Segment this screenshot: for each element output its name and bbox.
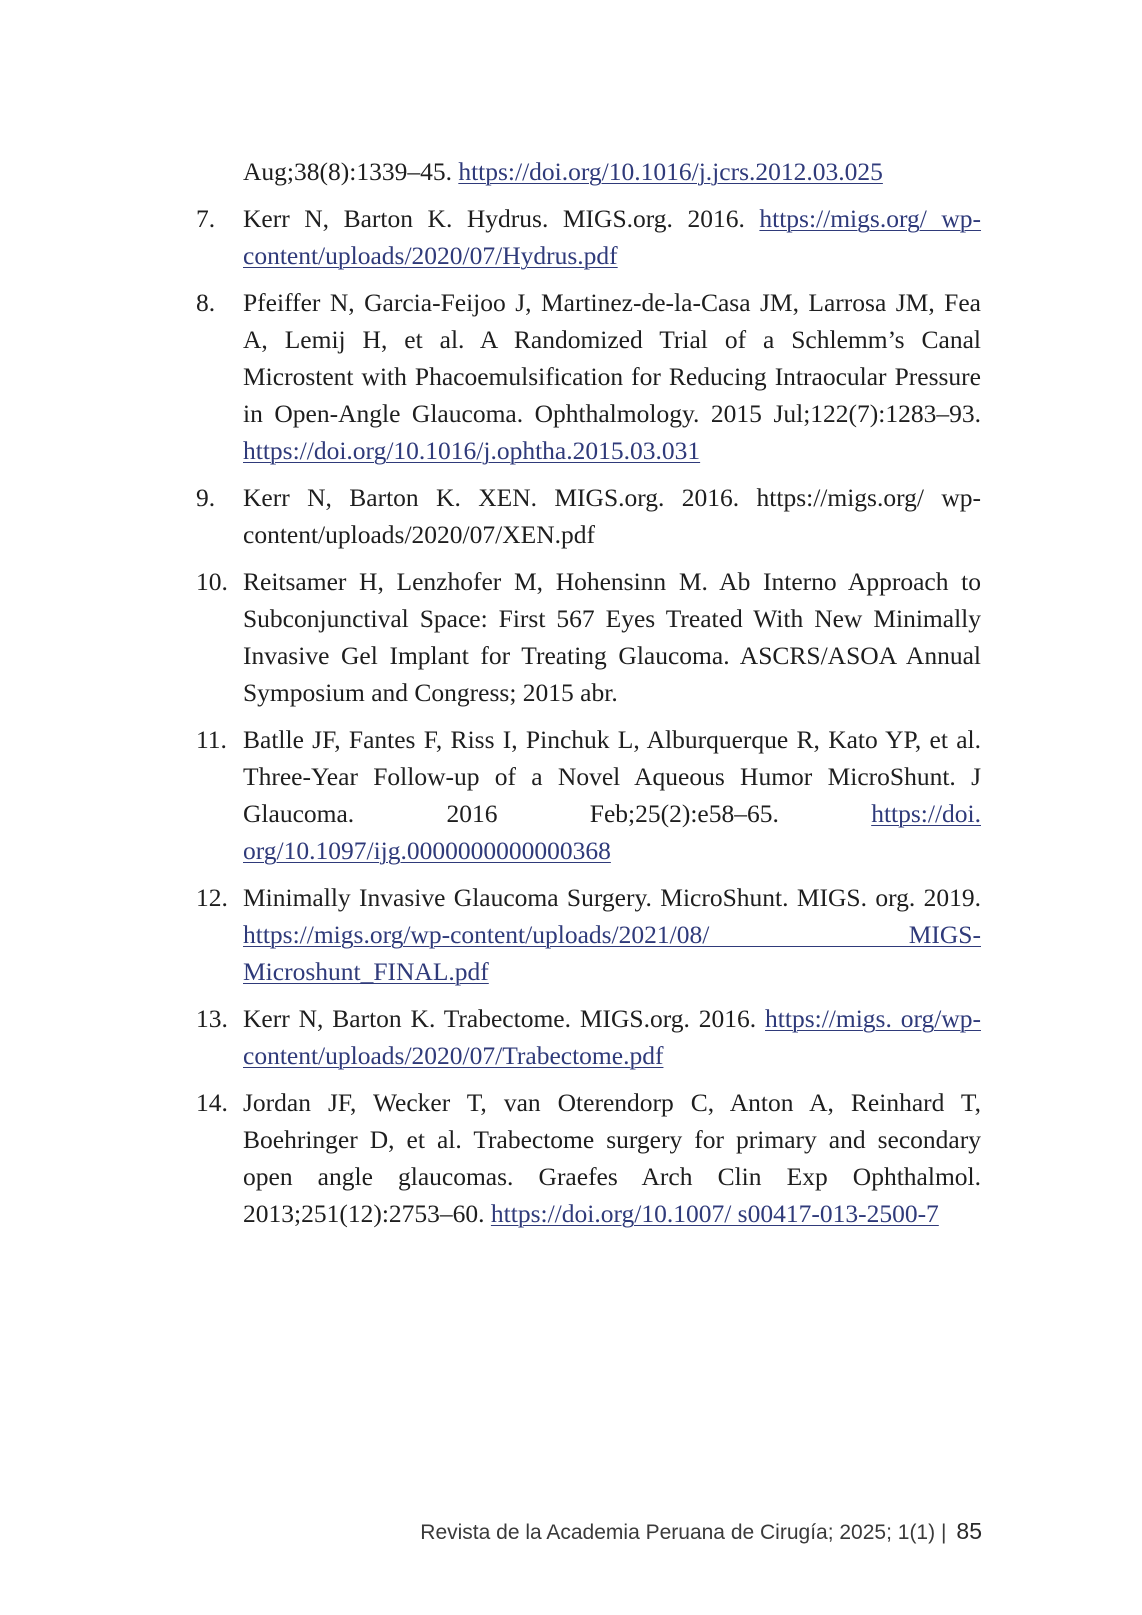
reference-number: 9.	[196, 483, 216, 512]
reference-number: 8.	[196, 288, 216, 317]
reference-item-9	[196, 479, 981, 553]
reference-number: 11.	[196, 725, 227, 754]
reference-text: Kerr N, Barton K. Trabectome. MIGS.org. 2016.	[243, 1004, 766, 1033]
reference-link[interactable]: https://doi.org/10.1007/ s00417-013-2500-7	[490, 1199, 939, 1228]
reference-item-12	[196, 879, 981, 990]
reference-item-13	[196, 1000, 981, 1074]
reference-item-8	[196, 284, 981, 469]
reference-text: Kerr N, Barton K. XEN. MIGS.org. 2016. https://migs.org/ wp- content/uploads/2020/07/XEN.pdf	[243, 483, 981, 549]
reference-item-11	[196, 721, 981, 869]
reference-link[interactable]: https://doi.org/10.1016/j.ophtha.2015.03.031	[243, 436, 701, 465]
reference-number: 12.	[196, 883, 228, 912]
reference-item-7	[196, 200, 981, 274]
reference-number: 13.	[196, 1004, 228, 1033]
reference-text: Batlle JF, Fantes F, Riss I, Pinchuk L, Alburquerque R, Kato YP, et al. Three-Year Follow-up of a Novel Aqueous Humor MicroShunt. J Glaucoma. 2016 Feb;25(2):e58–65.	[243, 725, 981, 828]
reference-number: 10.	[196, 567, 228, 596]
reference-link[interactable]: https://doi.org/10.1016/j.jcrs.2012.03.025	[458, 157, 883, 186]
reference-text: Jordan JF, Wecker T, van Oterendorp C, Anton A, Reinhard T, Boehringer D, et al. Trabectome surgery for primary and secondary open angle glaucomas. Graefes Arch Clin Exp Ophthalmol. 2013;251(12):2753–60.	[243, 1088, 981, 1228]
reference-text: Aug;38(8):1339–45.	[243, 157, 459, 186]
reference-link[interactable]: https://migs. org/wp- content/uploads/2020/07/Trabectome.pdf	[243, 1004, 981, 1070]
reference-item-14	[196, 1084, 981, 1232]
reference-continuation	[196, 153, 981, 190]
page-footer	[420, 1518, 982, 1545]
page-number: 85	[956, 1518, 982, 1544]
reference-number: 7.	[196, 204, 216, 233]
reference-list	[196, 153, 981, 1232]
reference-number: 14.	[196, 1088, 228, 1117]
reference-link[interactable]: https://doi. org/10.1097/ijg.0000000000000368	[243, 799, 981, 865]
footer-journal: Revista de la Academia Peruana de Cirugía; 2025; 1(1) |	[420, 1521, 947, 1544]
reference-text: Pfeiffer N, Garcia-Feijoo J, Martinez-de-la-Casa JM, Larrosa JM, Fea A, Lemij H, et al. A Randomized Trial of a Schlemm’s Canal Microstent with Phacoemulsification for Reducing Intraocular Pressure in Open-Angle Glaucoma. Ophthalmology. 2015 Jul;122(7):1283–93.	[243, 288, 981, 428]
reference-text: Reitsamer H, Lenzhofer M, Hohensinn M. Ab Interno Approach to Subconjunctival Space: First 567 Eyes Treated With New Minimally Invasive Gel Implant for Treating Glaucoma. ASCRS/ASOA Annual Symposium and Congress; 2015 abr.	[243, 567, 981, 707]
reference-link[interactable]: https://migs.org/ wp- content/uploads/2020/07/Hydrus.pdf	[243, 204, 982, 270]
reference-text: Kerr N, Barton K. Hydrus. MIGS.org. 2016.	[243, 204, 760, 233]
reference-item-10	[196, 563, 981, 711]
reference-text: Minimally Invasive Glaucoma Surgery. MicroShunt. MIGS. org. 2019.	[243, 883, 981, 912]
reference-link[interactable]: https://migs.org/wp-content/uploads/2021/08/ MIGS- Microshunt_FINAL.pdf	[243, 920, 981, 986]
